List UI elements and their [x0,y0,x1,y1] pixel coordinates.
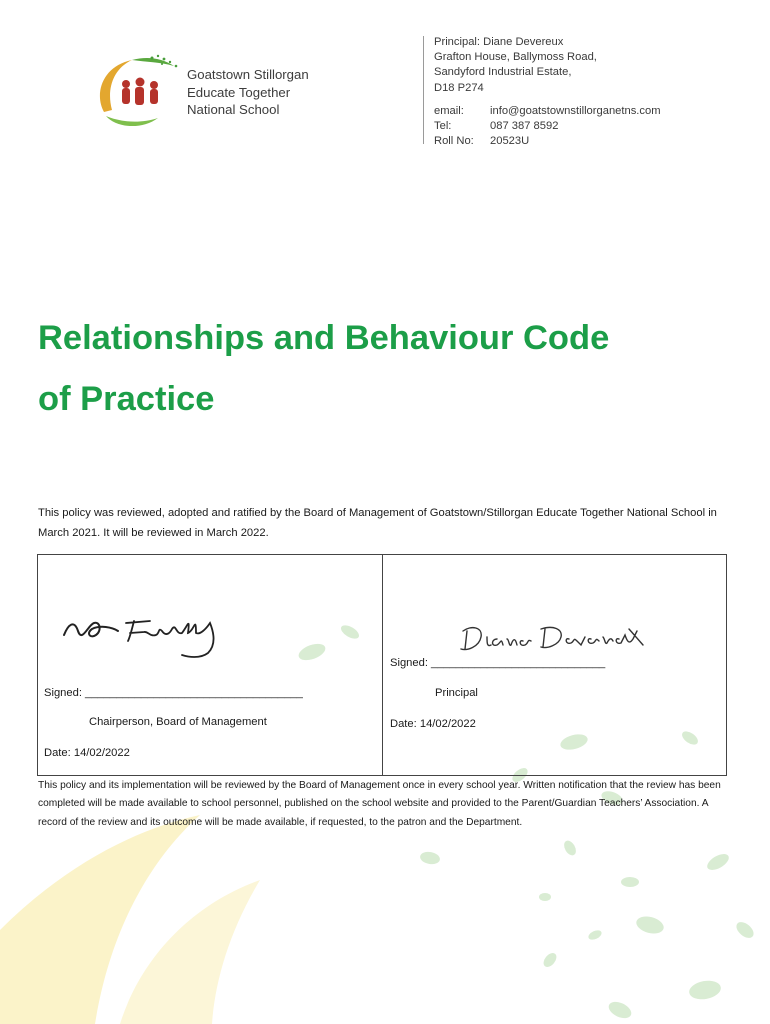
chairperson-signature-image [60,605,240,661]
tel-label: Tel: [434,120,452,133]
chairperson-date: Date: 14/02/2022 [44,747,130,759]
email-row [434,104,661,119]
roll-value: 20523U [490,135,530,148]
principal-date: Date: 14/02/2022 [390,718,476,730]
school-name [187,66,309,119]
school-name-line: National School [187,102,280,117]
address-line: Sandyford Industrial Estate, [434,66,572,79]
address-line: D18 P274 [434,81,484,94]
review-note-paragraph: This policy and its implementation will be reviewed by the Board of Management once in every school year. Written notification that the review has been completed will be made available to school personnel, published on the school website and provided to the Parent/Guardian Teachers’ Association. A record of the review and its outcome will be made available, if requested, to the patron and the Department. [38,780,721,828]
contact-block [434,35,661,149]
tel-row [434,119,661,134]
signature-table [37,554,727,776]
intro-paragraph: This policy was reviewed, adopted and ratified by the Board of Management of Goatstown/Stillorgan Educate Together National School in March 2021. It will be reviewed in March 2022. [38,507,717,539]
school-logo [92,52,342,132]
chairperson-signature-cell [38,555,383,775]
email-value: info@goatstownstillorganetns.com [490,104,661,117]
logo-emblem-icon [92,52,184,132]
tel-value: 087 387 8592 [490,120,559,133]
principal-signed-line: Signed: ____________________________ [390,657,606,669]
principal-line: Principal: Diane Devereux [434,36,564,48]
school-name-line: Goatstown Stillorgan [187,67,309,82]
roll-row [434,134,661,149]
principal-signature-image [457,621,647,657]
school-name-line: Educate Together [187,84,291,100]
chairperson-role: Chairperson, Board of Management [89,716,267,728]
document-title [38,308,738,430]
roll-label: Roll No: [434,135,474,148]
email-label: email: [434,104,464,117]
chairperson-signed-line: Signed: ___________________________________ [44,687,303,699]
principal-role: Principal [435,687,478,699]
principal-signature-cell [383,555,726,775]
title-line: Relationships and Behaviour Code [38,319,610,357]
header-divider [423,36,424,144]
address-line: Grafton House, Ballymoss Road, [434,51,597,64]
title-line: of Practice [38,380,215,418]
